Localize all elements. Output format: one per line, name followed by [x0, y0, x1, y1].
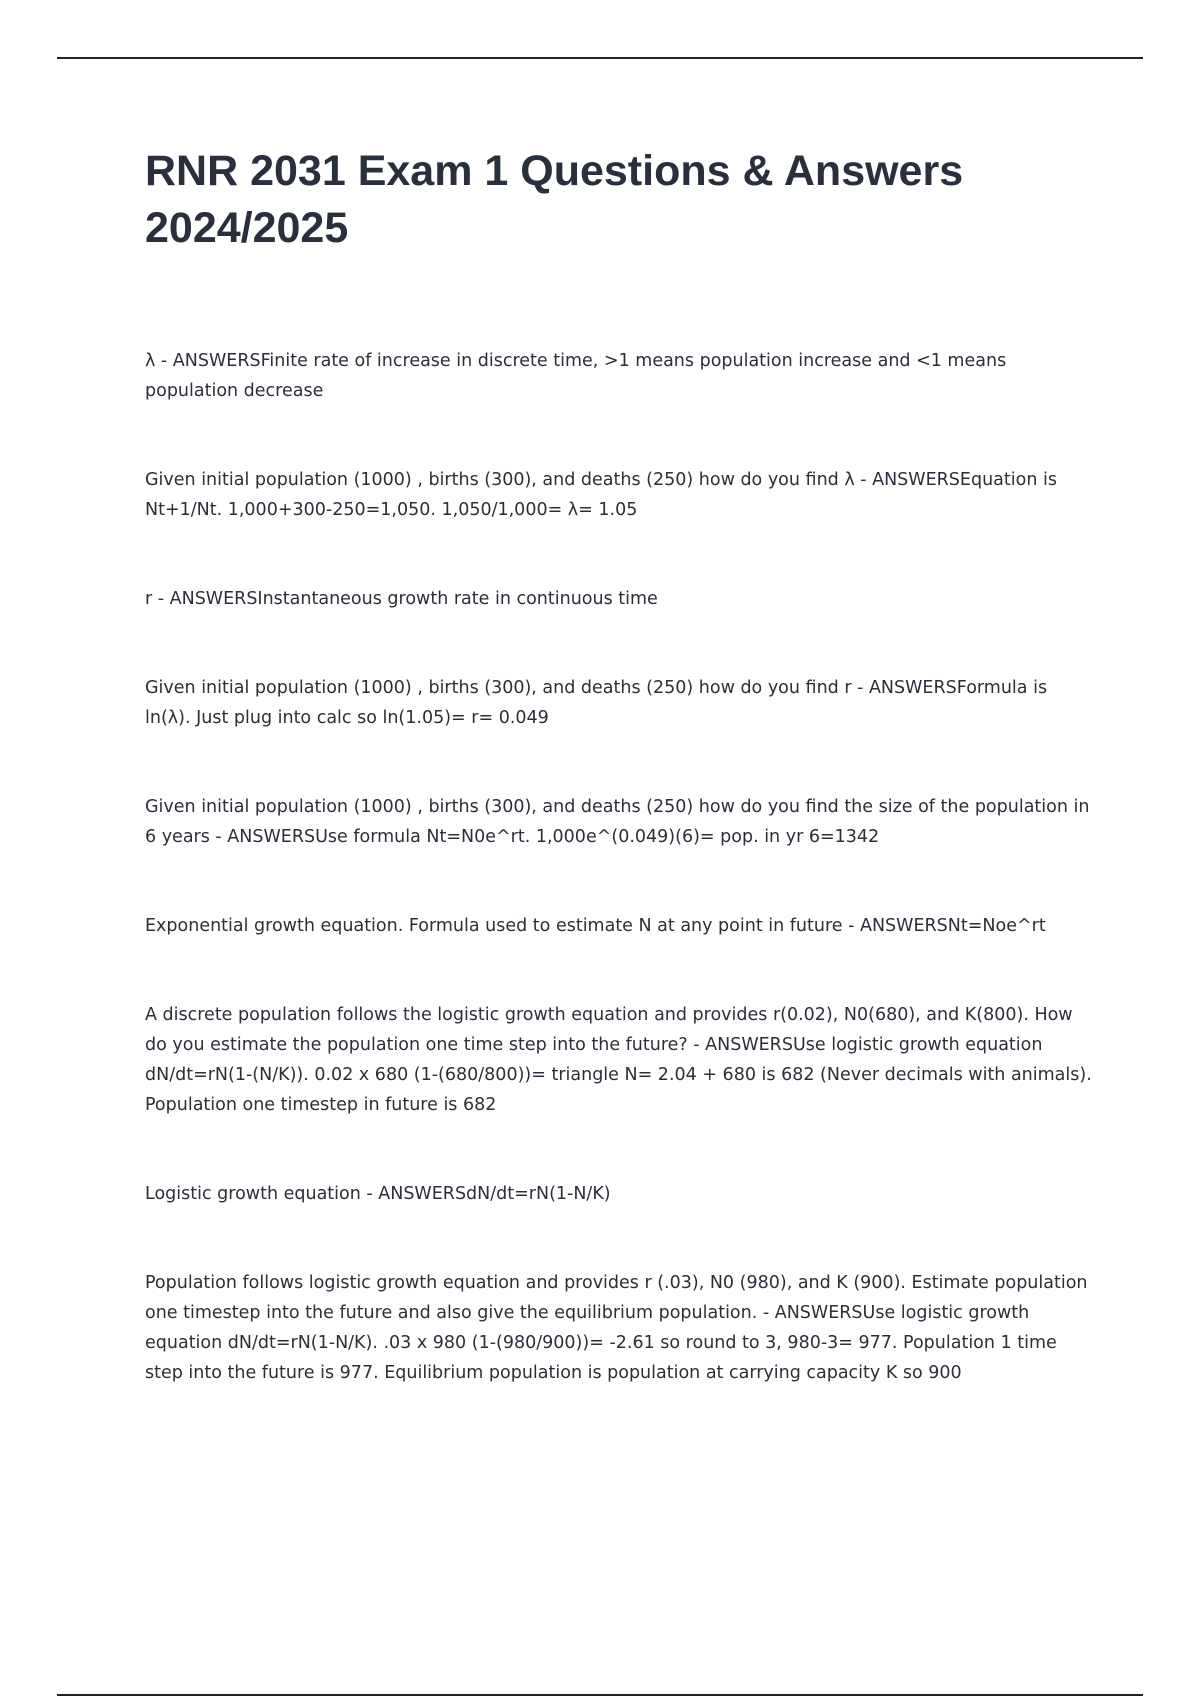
qa-item: Logistic growth equation - ANSWERSdN/dt=rN(1-N/K) — [145, 1184, 611, 1204]
qa-list — [145, 346, 1095, 1447]
qa-item: Population follows logistic growth equation and provides r (.03), N0 (980), and K (900). Estimate population one timestep into the future and also give the equilibrium population. - ANSWERSUse logistic growth equation dN/dt=rN(1-N/K). .03 x 980 (1-(980/900))= -2.61 so round to 3, 980-3= 977. Population 1 time step into the future is 977. Equilibrium population is population at carrying capacity K so 900 — [145, 1273, 1088, 1383]
qa-item: Given initial population (1000) , births (300), and deaths (250) how do you find λ - ANSWERSEquation is Nt+1/Nt. 1,000+300-250=1,050. 1,050/1,000= λ= 1.05 — [145, 470, 1057, 520]
top-rule — [57, 57, 1143, 59]
qa-item: r - ANSWERSInstantaneous growth rate in continuous time — [145, 589, 658, 609]
qa-item: Given initial population (1000) , births (300), and deaths (250) how do you find the size of the population in 6 years - ANSWERSUse formula Nt=N0e^rt. 1,000e^(0.049)(6)= pop. in yr 6=1342 — [145, 797, 1090, 847]
qa-item: λ - ANSWERSFinite rate of increase in discrete time, >1 means population increase and <1 means population decrease — [145, 351, 1007, 401]
document-title: RNR 2031 Exam 1 Questions & Answers 2024/2025 — [145, 147, 964, 252]
qa-item: A discrete population follows the logistic growth equation and provides r(0.02), N0(680), and K(800). How do you estimate the population one time step into the future? - ANSWERSUse logistic growth equation dN/dt=rN(1-(N/K)). 0.02 x 680 (1-(680/800))= triangle N= 2.04 + 680 is 682 (Never decimals with animals). Population one timestep in future is 682 — [145, 1005, 1092, 1115]
qa-item: Given initial population (1000) , births (300), and deaths (250) how do you find r - ANSWERSFormula is ln(λ). Just plug into calc so ln(1.05)= r= 0.049 — [145, 678, 1048, 728]
qa-item: Exponential growth equation. Formula used to estimate N at any point in future - ANSWERSNt=Noe^rt — [145, 916, 1046, 936]
bottom-rule — [57, 1694, 1143, 1696]
